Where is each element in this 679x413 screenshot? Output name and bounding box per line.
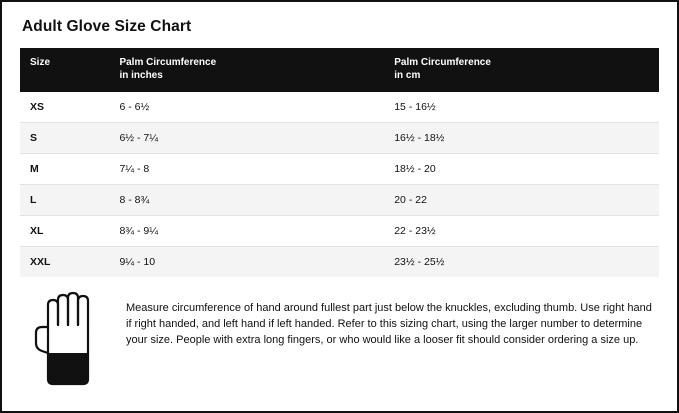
column-header-inches-line1: Palm Circumference	[119, 57, 217, 68]
cell-inches: 7¼ - 8	[109, 154, 384, 185]
cell-inches: 8¾ - 9¼	[109, 216, 384, 247]
cell-cm: 18½ - 20	[384, 154, 659, 185]
glove-measure-icon	[28, 291, 112, 387]
measurement-instructions: Measure circumference of hand around fullest part just below the knuckles, excluding thumb. Use right hand if right handed, and left hand if left handed. Refer to this sizing chart, using the larger number to determine your size. People with extra long fingers, or who would like a looser fit should consider ordering a size up.	[126, 302, 652, 346]
table-row	[20, 154, 659, 185]
table-row	[20, 216, 659, 247]
table-body	[20, 92, 659, 277]
table-row	[20, 123, 659, 154]
column-header-inches-line2: in inches	[119, 69, 163, 81]
cell-size: M	[20, 154, 109, 185]
cell-size: L	[20, 185, 109, 216]
cell-cm: 16½ - 18½	[384, 123, 659, 154]
column-header-inches	[109, 48, 384, 92]
cell-cm: 23½ - 25½	[384, 247, 659, 278]
cell-inches: 8 - 8¾	[109, 185, 384, 216]
cell-inches: 9¼ - 10	[109, 247, 384, 278]
table-row	[20, 92, 659, 123]
cell-inches: 6½ - 7¼	[109, 123, 384, 154]
column-header-cm-line2: in cm	[394, 69, 421, 81]
column-header-cm-line1: Palm Circumference	[394, 57, 491, 68]
cell-size: S	[20, 123, 109, 154]
footer-note-section	[20, 291, 659, 387]
column-header-size-line1: Size	[30, 57, 51, 68]
table-header-row	[20, 48, 659, 92]
cell-size: XXL	[20, 247, 109, 278]
cell-cm: 20 - 22	[384, 185, 659, 216]
cell-size: XS	[20, 92, 109, 123]
page-title: Adult Glove Size Chart	[22, 18, 192, 35]
cell-inches: 6 - 6½	[109, 92, 384, 123]
cell-cm: 22 - 23½	[384, 216, 659, 247]
table-header	[20, 48, 659, 92]
table-row	[20, 185, 659, 216]
column-header-size	[20, 48, 109, 92]
size-chart-table	[20, 48, 659, 277]
column-header-cm	[384, 48, 659, 92]
content-area	[2, 2, 677, 387]
cell-cm: 15 - 16½	[384, 92, 659, 123]
table-row	[20, 247, 659, 278]
cell-size: XL	[20, 216, 109, 247]
